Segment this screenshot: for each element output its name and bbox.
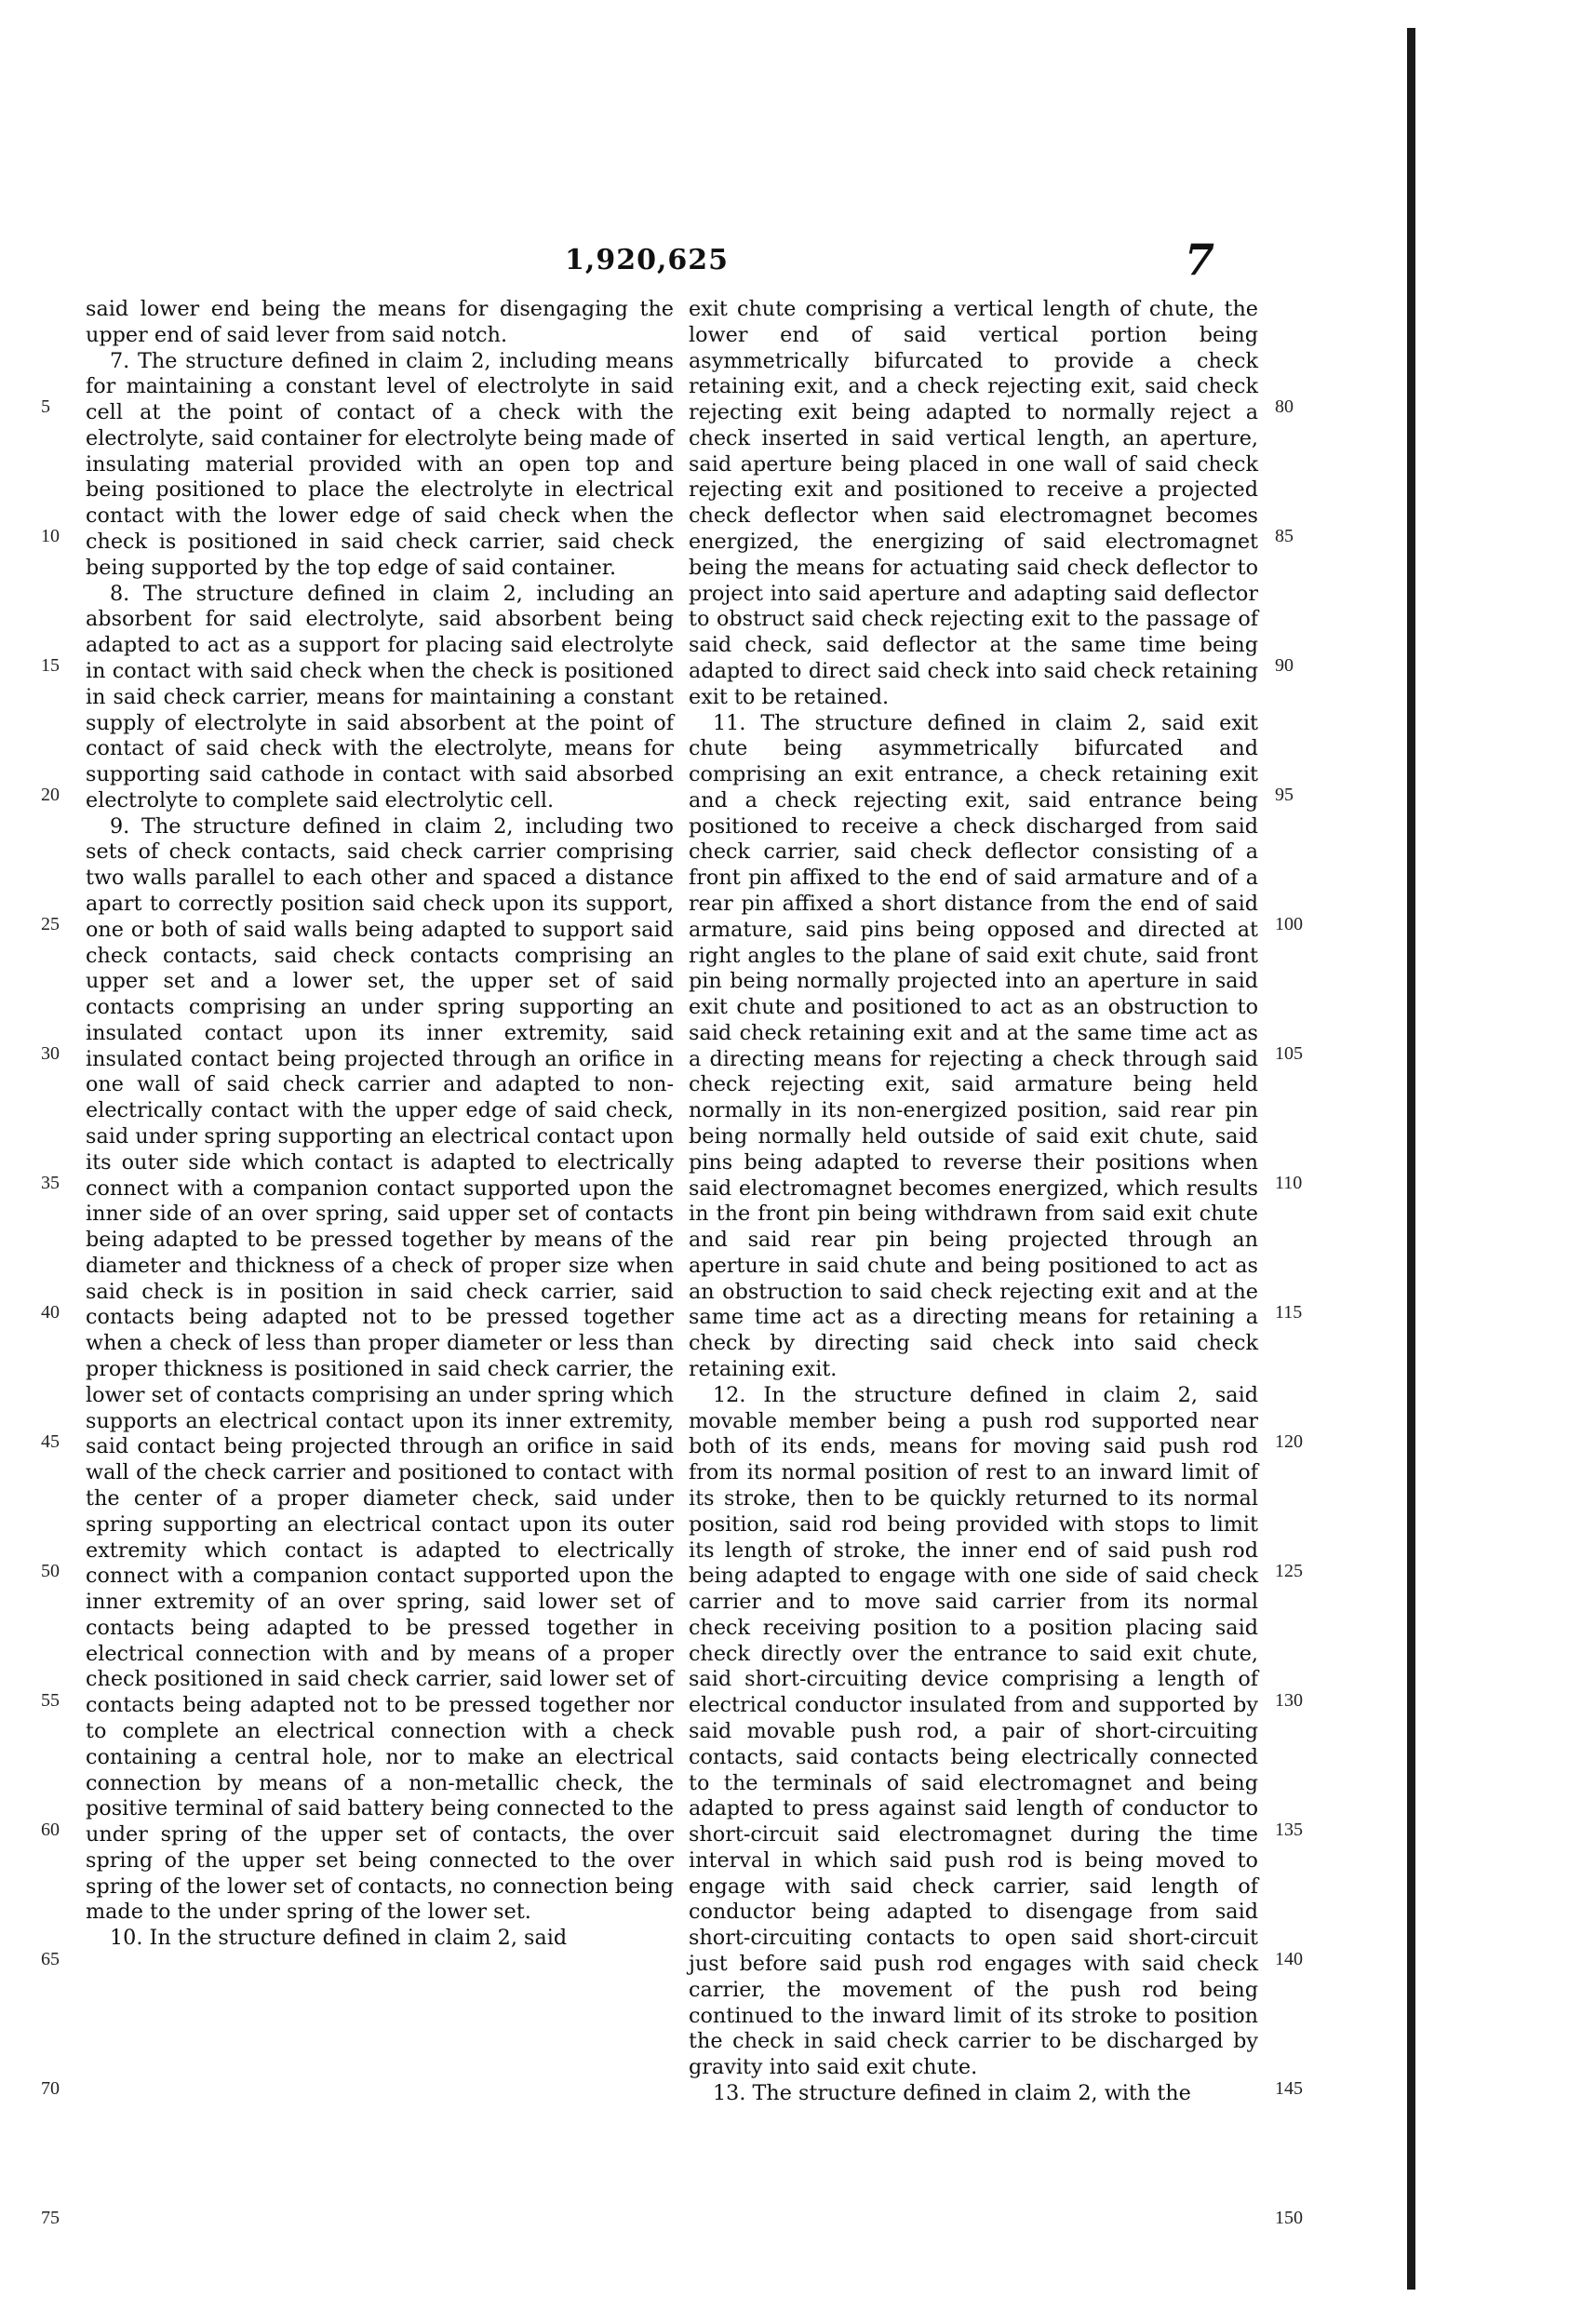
line-number: 20 (41, 785, 60, 805)
line-number: 90 (1275, 655, 1294, 676)
sheet-number: 7 (1185, 235, 1215, 285)
line-number: 80 (1275, 396, 1294, 417)
line-number: 65 (41, 1949, 60, 1969)
claim-12: 12. In the structure defined in claim 2, said movable member being a push rod supported near both of its ends, means for moving said push rod from its normal position of rest to an inward limit of its stroke, then to be quickly returned to its normal position, said rod being provided with stops to limit its length of stroke, the inner end of said push rod being adapted to engage with one side of said check carrier and to move said carrier from its normal check receiving position to a position placing said check directly over the entrance to said exit chute, said short-circuiting device comprising a length of electrical conductor insulated from and supported by said movable push rod, a pair of short-circuiting contacts, said contacts being electrically connected to the terminals of said electromagnet and being adapted to press against said length of conductor to short-circuit said electromagnet during the time interval in which said push rod is being moved to engage with said check carrier, said length of conductor being adapted to disengage from said short-circuiting contacts to open said short-circuit just before said push rod engages with said check carrier, the movement of the push rod being continued to the inward limit of its stroke to position the check in said check carrier to be discharged by gravity into said exit chute. (689, 1382, 1258, 2080)
line-number: 55 (41, 1690, 60, 1711)
line-number: 70 (41, 2078, 60, 2099)
line-number: 45 (41, 1431, 60, 1452)
line-number: 85 (1275, 526, 1294, 546)
claim-9: 9. The structure defined in claim 2, including two sets of check contacts, said check carrier comprising two walls parallel to each other and spaced a distance apart to correctly position said check upon its support, one or both of said walls being adapted to support said check contacts, said check contacts comprising an upper set and a lower set, the upper set of said contacts comprising an under spring supporting an insulated contact upon its inner extremity, said insulated contact being projected through an orifice in one wall of said check carrier and adapted to non-electrically contact with the upper edge of said check, said under spring supporting an electrical contact upon its outer side which contact is adapted to electrically connect with a companion contact supported upon the inner side of an over spring, said upper set of contacts being adapted to be pressed together by means of the diameter and thickness of a check of proper size when said check is in position in said check carrier, said contacts being adapted not to be pressed together when a check of less than proper diameter or less than proper thickness is positioned in said check carrier, the lower set of contacts comprising an under spring which supports an electrical contact upon its inner extremity, said contact being projected through an orifice in said wall of the check carrier and positioned to contact with the center of a proper diameter check, said under spring supporting an electrical contact upon its outer extremity which contact is adapted to electrically connect with a companion contact supported upon the inner extremity of an over spring, said lower set of contacts being adapted to be pressed together in electrical connection with and by means of a proper check positioned in said check carrier, said lower set of contacts being adapted not to be pressed together nor to complete an electrical connection with a check containing a central hole, nor to make an electrical connection by means of a non-metallic check, the positive terminal of said battery being connected to the under spring of the upper set of contacts, the over spring of the upper set being connected to the over spring of the lower set of contacts, no connection being made to the under spring of the lower set. (86, 813, 674, 1925)
claim-13: 13. The structure defined in claim 2, with the (713, 2080, 1191, 2105)
line-number: 125 (1275, 1561, 1303, 1581)
line-number: 30 (41, 1043, 60, 1064)
line-number: 60 (41, 1820, 60, 1840)
line-number: 110 (1275, 1173, 1303, 1193)
claim-7: 7. The structure defined in claim 2, including means for maintaining a constant level of electrolyte in said cell at the point of contact of a check with the electrolyte, said container for electrolyte being made of insulating material provided with an open top and being positioned to place the electrolyte in electrical contact with the lower edge of said check when the check is positioned in said check carrier, said check being supported by the top edge of said container. (86, 348, 674, 580)
page-edge-bar (1407, 28, 1415, 2290)
left-column (86, 297, 674, 1952)
claim-11: 11. The structure defined in claim 2, said exit chute being asymmetrically bifurcated and comprising an exit entrance, a check retaining exit and a check rejecting exit, said entrance being positioned to receive a check discharged from said check carrier, said check deflector consisting of a front pin affixed to the end of said armature and of a rear pin affixed a short distance from the end of said armature, said pins being opposed and directed at right angles to the plane of said exit chute, said front pin being normally projected into an aperture in said exit chute and positioned to act as an obstruction to said check retaining exit and at the same time act as a directing means for rejecting a check through said check rejecting exit, said armature being held normally in its non-energized position, said rear pin being normally held outside of said exit chute, said pins being adapted to reverse their positions when said electromagnet becomes energized, which results in the front pin being withdrawn from said exit chute and said rear pin being projected through an aperture in said chute and being positioned to act as an obstruction to said check rejecting exit and at the same time act as a directing means for retaining a check by directing said check into said check retaining exit. (689, 710, 1258, 1382)
line-number: 10 (41, 526, 60, 546)
right-column (689, 297, 1258, 2107)
line-number: 95 (1275, 785, 1294, 805)
claim-8: 8. The structure defined in claim 2, including an absorbent for said electrolyte, said absorbent being adapted to act as a support for placing said electrolyte in contact with said check when the check is positioned in said check carrier, means for maintaining a constant supply of electrolyte in said absorbent at the point of contact of said check with the electrolyte, means for supporting said cathode in contact with said absorbed electrolyte to complete said electrolytic cell. (86, 581, 674, 813)
line-number: 120 (1275, 1431, 1303, 1452)
line-number: 5 (41, 396, 50, 417)
claim-10: 10. In the structure defined in claim 2, said (110, 1926, 568, 1951)
line-number: 135 (1275, 1820, 1303, 1840)
line-number: 140 (1275, 1949, 1303, 1969)
paragraph: exit chute comprising a vertical length of chute, the lower end of said vertical portion being asymmetrically bifurcated to provide a check retaining exit, and a check rejecting exit, said check rejecting exit being adapted to normally reject a check inserted in said vertical length, an aperture, said aperture being placed in one wall of said check rejecting exit and positioned to receive a projected check deflector when said electromagnet becomes energized, the energizing of said electromagnet being the means for actuating said check deflector to project into said aperture and adapting said deflector to obstruct said check rejecting exit to the passage of said check, said deflector at the same time being adapted to direct said check into said check retaining exit to be retained. (689, 297, 1258, 709)
line-number: 75 (41, 2208, 60, 2228)
line-number: 40 (41, 1302, 60, 1323)
line-number: 100 (1275, 914, 1303, 934)
line-number: 130 (1275, 1690, 1303, 1711)
line-number: 115 (1275, 1302, 1303, 1323)
line-number: 150 (1275, 2208, 1303, 2228)
paragraph: said lower end being the means for disengaging the upper end of said lever from said notch. (86, 297, 674, 347)
line-number: 15 (41, 655, 60, 676)
line-number: 35 (41, 1173, 60, 1193)
line-number: 145 (1275, 2078, 1303, 2099)
line-number: 105 (1275, 1043, 1303, 1064)
line-number: 25 (41, 914, 60, 934)
patent-number: 1,920,625 (565, 244, 730, 276)
line-number: 50 (41, 1561, 60, 1581)
